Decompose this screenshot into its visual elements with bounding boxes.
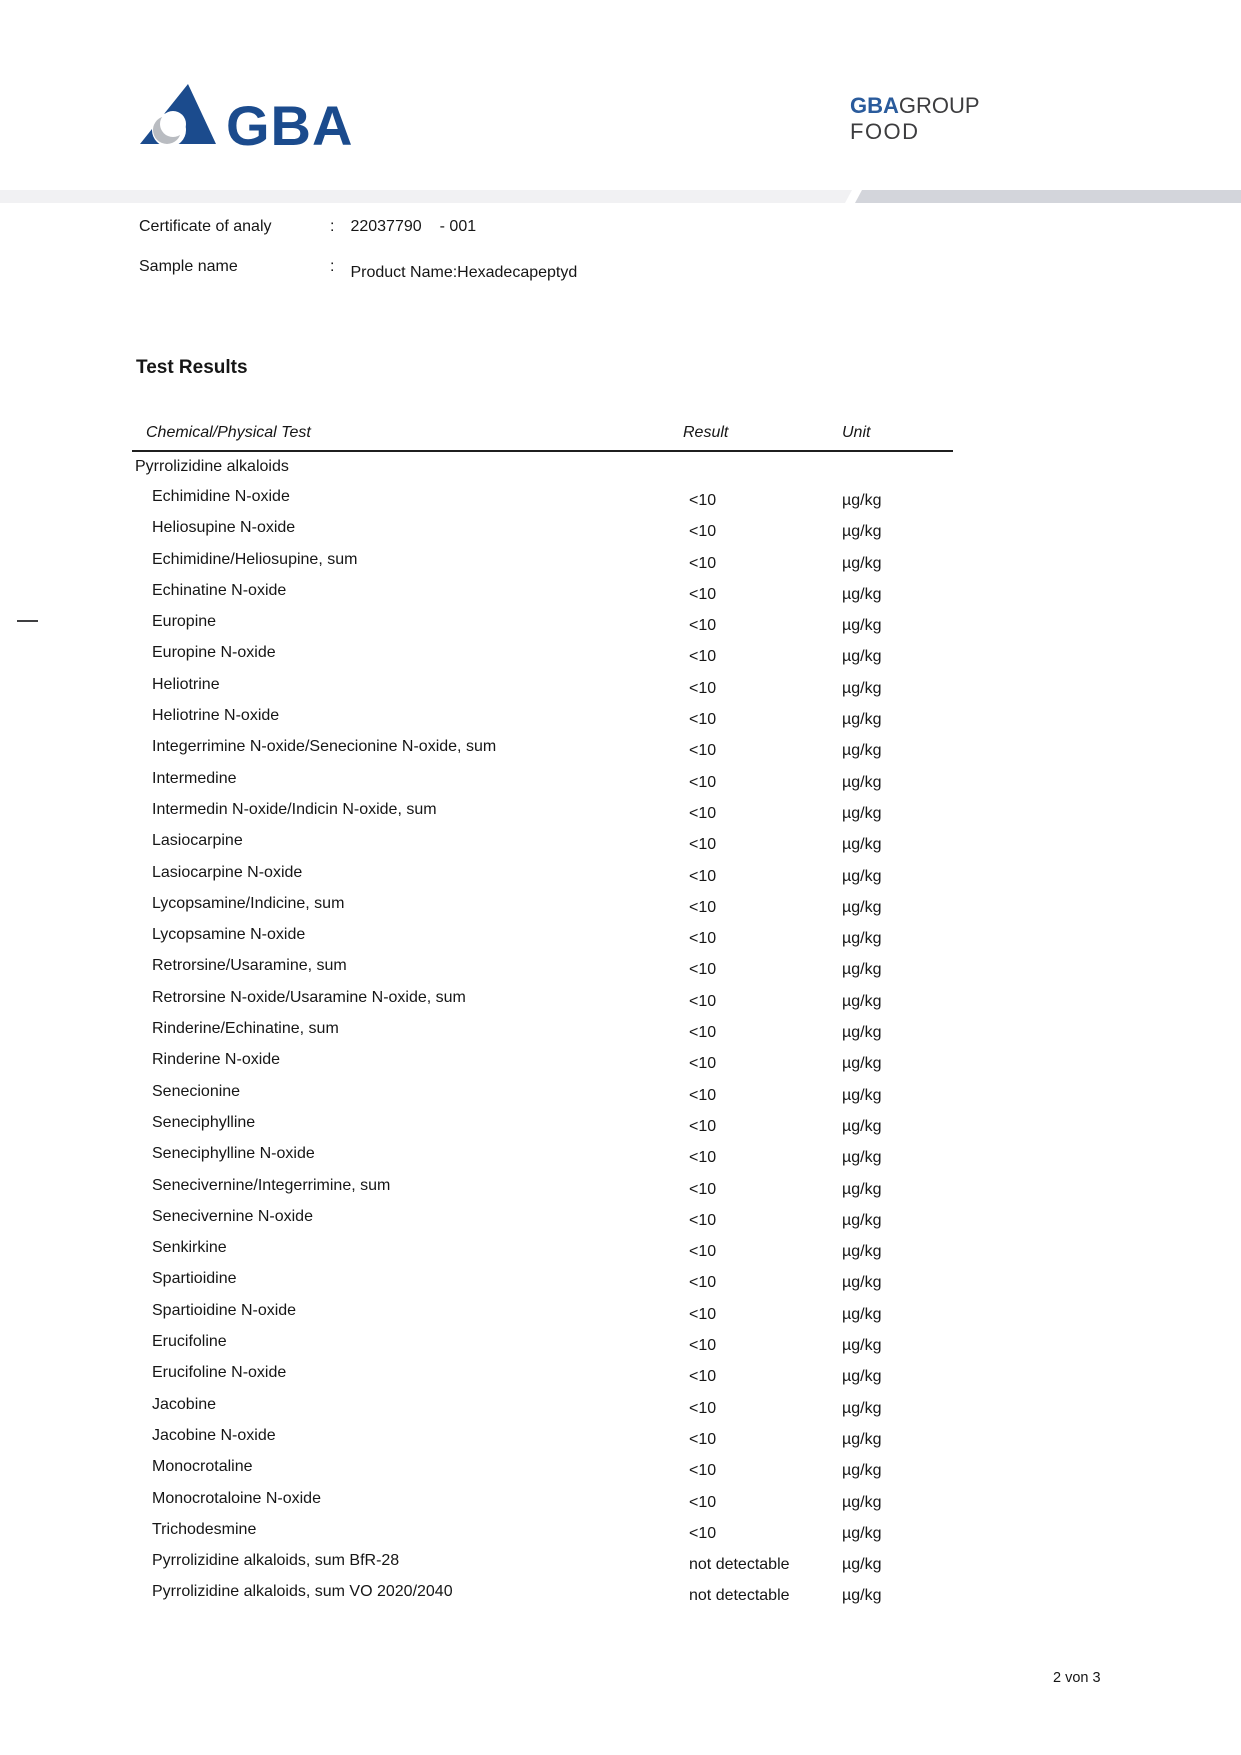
test-name: Echimidine/Heliosupine, sum bbox=[152, 550, 358, 568]
table-header bbox=[132, 424, 953, 452]
test-unit: µg/kg bbox=[842, 523, 882, 541]
test-name: Spartioidine bbox=[152, 1270, 237, 1288]
col-test-header: Chemical/Physical Test bbox=[146, 424, 311, 441]
test-result: <10 bbox=[689, 1055, 717, 1073]
test-result: <10 bbox=[689, 1399, 717, 1417]
test-unit: µg/kg bbox=[842, 1024, 882, 1042]
test-unit: µg/kg bbox=[842, 585, 882, 603]
test-unit: µg/kg bbox=[842, 961, 882, 979]
group-row: Pyrrolizidine alkaloids bbox=[135, 458, 289, 475]
table-row bbox=[132, 1107, 953, 1138]
info-value: 22037790 bbox=[350, 218, 422, 235]
table-row bbox=[132, 481, 953, 512]
test-name: Lasiocarpine bbox=[152, 832, 243, 850]
table-row bbox=[132, 1201, 953, 1232]
test-name: Senecivernine N-oxide bbox=[152, 1207, 313, 1225]
test-unit: µg/kg bbox=[842, 1556, 882, 1574]
table-row bbox=[132, 919, 953, 950]
header-band-dark bbox=[855, 190, 1241, 203]
test-result: <10 bbox=[689, 992, 717, 1010]
test-unit: µg/kg bbox=[842, 711, 882, 729]
test-result: <10 bbox=[689, 1024, 717, 1042]
test-unit: µg/kg bbox=[842, 1243, 882, 1261]
test-name: Rinderine/Echinatine, sum bbox=[152, 1020, 339, 1038]
test-result: <10 bbox=[689, 930, 717, 948]
test-name: Monocrotaline bbox=[152, 1458, 253, 1476]
test-name: Senecionine bbox=[152, 1082, 241, 1100]
test-unit: µg/kg bbox=[842, 1117, 882, 1135]
test-unit: µg/kg bbox=[842, 648, 882, 666]
test-unit: µg/kg bbox=[842, 804, 882, 822]
test-name: Rinderine N-oxide bbox=[152, 1051, 281, 1069]
test-name: Lycopsamine N-oxide bbox=[152, 926, 306, 944]
gba-wordmark: GBA bbox=[226, 94, 354, 157]
test-unit: µg/kg bbox=[842, 1180, 882, 1198]
test-result: <10 bbox=[689, 1337, 717, 1355]
test-result: <10 bbox=[689, 617, 717, 635]
test-unit: µg/kg bbox=[842, 679, 882, 697]
table-row bbox=[132, 1013, 953, 1044]
test-unit: µg/kg bbox=[842, 1493, 882, 1511]
table-row bbox=[132, 1326, 953, 1357]
brand-group-regular: GROUP bbox=[898, 93, 980, 118]
test-name: Pyrrolizidine alkaloids, sum BfR-28 bbox=[152, 1552, 400, 1570]
table-row bbox=[132, 825, 953, 856]
test-name: Europine N-oxide bbox=[152, 644, 276, 662]
table-row bbox=[132, 1483, 953, 1514]
test-result: <10 bbox=[689, 1243, 717, 1261]
table-row bbox=[132, 857, 953, 888]
table-row bbox=[132, 1138, 953, 1169]
test-result: <10 bbox=[689, 492, 717, 509]
gba-triangle-icon bbox=[139, 83, 217, 145]
info-label: Certificate of analy bbox=[139, 218, 272, 235]
header-band-light bbox=[0, 190, 852, 203]
test-unit: µg/kg bbox=[842, 1086, 882, 1104]
table-row bbox=[132, 794, 953, 825]
test-unit: µg/kg bbox=[842, 773, 882, 791]
test-unit: µg/kg bbox=[842, 930, 882, 948]
test-name: Heliosupine N-oxide bbox=[152, 519, 296, 537]
table-row bbox=[132, 763, 953, 794]
table-row bbox=[132, 1514, 953, 1545]
info-row-sample bbox=[139, 258, 578, 281]
test-name: Seneciphylline N-oxide bbox=[152, 1145, 315, 1163]
test-name: Echinatine N-oxide bbox=[152, 581, 287, 599]
info-colon: : bbox=[330, 218, 335, 235]
brand-division: FOOD bbox=[850, 119, 920, 144]
test-result: <10 bbox=[689, 804, 717, 822]
table-row bbox=[132, 1076, 953, 1107]
header-band bbox=[0, 190, 1241, 203]
table-row bbox=[132, 575, 953, 606]
test-name: Pyrrolizidine alkaloids, sum VO 2020/2040 bbox=[152, 1583, 453, 1601]
results-table bbox=[132, 424, 953, 1608]
test-name: Erucifoline N-oxide bbox=[152, 1364, 287, 1382]
test-result: <10 bbox=[689, 961, 717, 979]
table-row bbox=[132, 1357, 953, 1388]
test-result: <10 bbox=[689, 898, 717, 916]
left-margin-dash bbox=[17, 620, 38, 622]
test-unit: µg/kg bbox=[842, 1274, 882, 1292]
test-name: Retrorsine/Usaramine, sum bbox=[152, 957, 347, 975]
table-row bbox=[132, 1545, 953, 1576]
test-unit: µg/kg bbox=[842, 992, 882, 1010]
info-colon: : bbox=[330, 258, 335, 275]
table-row bbox=[132, 669, 953, 700]
test-unit: µg/kg bbox=[842, 617, 882, 635]
test-name: Lycopsamine/Indicine, sum bbox=[152, 894, 345, 912]
test-result: <10 bbox=[689, 1493, 717, 1511]
info-row-certificate bbox=[139, 218, 476, 236]
test-result: <10 bbox=[689, 648, 717, 666]
col-unit-header: Unit bbox=[842, 424, 871, 441]
table-row bbox=[132, 606, 953, 637]
test-result: <10 bbox=[689, 679, 717, 697]
test-name: Jacobine N-oxide bbox=[152, 1426, 276, 1444]
test-result: <10 bbox=[689, 1305, 717, 1323]
info-value-suffix: - 001 bbox=[439, 218, 477, 235]
test-unit: µg/kg bbox=[842, 1524, 882, 1542]
test-name: Senecivernine/Integerrimine, sum bbox=[152, 1176, 391, 1194]
test-unit: µg/kg bbox=[842, 1211, 882, 1229]
test-result: <10 bbox=[689, 1211, 717, 1229]
test-name: Seneciphylline bbox=[152, 1113, 256, 1131]
section-title: Test Results bbox=[136, 357, 248, 378]
table-row bbox=[132, 1263, 953, 1294]
table-row bbox=[132, 544, 953, 575]
brand-group-bold: GBA bbox=[850, 93, 899, 118]
test-unit: µg/kg bbox=[842, 742, 882, 760]
table-row bbox=[132, 1044, 953, 1075]
test-name: Heliotrine bbox=[152, 675, 220, 693]
test-result: <10 bbox=[689, 1430, 717, 1448]
test-name: Heliotrine N-oxide bbox=[152, 707, 280, 725]
test-unit: µg/kg bbox=[842, 836, 882, 854]
test-name: Lasiocarpine N-oxide bbox=[152, 863, 303, 881]
table-row bbox=[132, 1576, 953, 1607]
test-unit: µg/kg bbox=[842, 1587, 882, 1605]
table-row bbox=[132, 1295, 953, 1326]
test-result: <10 bbox=[689, 1149, 717, 1167]
table-row bbox=[132, 950, 953, 981]
test-result: <10 bbox=[689, 523, 717, 541]
test-name: Jacobine bbox=[152, 1395, 217, 1413]
table-body bbox=[132, 452, 953, 1608]
test-name: Echimidine N-oxide bbox=[152, 488, 290, 505]
test-result: <10 bbox=[689, 1368, 717, 1386]
info-value: Product Name:Hexadecapeptyd bbox=[350, 264, 578, 281]
test-result: <10 bbox=[689, 1524, 717, 1542]
test-name: Intermedin N-oxide/Indicin N-oxide, sum bbox=[152, 800, 437, 818]
test-unit: µg/kg bbox=[842, 1337, 882, 1355]
info-label: Sample name bbox=[139, 258, 238, 275]
table-row bbox=[132, 1232, 953, 1263]
test-unit: µg/kg bbox=[842, 1055, 882, 1073]
test-unit: µg/kg bbox=[842, 492, 882, 509]
test-result: <10 bbox=[689, 1274, 717, 1292]
test-name: Europine bbox=[152, 613, 217, 631]
test-result: <10 bbox=[689, 867, 717, 885]
test-unit: µg/kg bbox=[842, 867, 882, 885]
test-unit: µg/kg bbox=[842, 1149, 882, 1167]
test-unit: µg/kg bbox=[842, 554, 882, 572]
test-name: Erucifoline bbox=[152, 1333, 227, 1351]
test-result: <10 bbox=[689, 585, 717, 603]
test-name: Senkirkine bbox=[152, 1239, 227, 1257]
test-name: Spartioidine N-oxide bbox=[152, 1301, 297, 1319]
table-row bbox=[132, 1389, 953, 1420]
table-row bbox=[132, 700, 953, 731]
test-result: <10 bbox=[689, 1117, 717, 1135]
table-row bbox=[132, 1451, 953, 1482]
test-name: Monocrotaloine N-oxide bbox=[152, 1489, 321, 1507]
table-row bbox=[132, 1170, 953, 1201]
page-number: 2 von 3 bbox=[1053, 1670, 1101, 1686]
test-unit: µg/kg bbox=[842, 1305, 882, 1323]
table-row bbox=[132, 637, 953, 668]
test-result: <10 bbox=[689, 1180, 717, 1198]
test-unit: µg/kg bbox=[842, 898, 882, 916]
test-unit: µg/kg bbox=[842, 1368, 882, 1386]
col-result-header: Result bbox=[683, 424, 729, 441]
test-result: not detectable bbox=[689, 1556, 790, 1574]
brand-group-line bbox=[850, 94, 980, 118]
test-result: <10 bbox=[689, 1462, 717, 1480]
table-row bbox=[132, 982, 953, 1013]
table-row bbox=[132, 731, 953, 762]
test-result: not detectable bbox=[689, 1587, 790, 1605]
gba-logo bbox=[139, 83, 354, 157]
test-result: <10 bbox=[689, 554, 717, 572]
test-result: <10 bbox=[689, 773, 717, 791]
test-name: Integerrimine N-oxide/Senecionine N-oxide, sum bbox=[152, 738, 497, 756]
test-unit: µg/kg bbox=[842, 1399, 882, 1417]
table-row bbox=[132, 888, 953, 919]
test-unit: µg/kg bbox=[842, 1462, 882, 1480]
table-row bbox=[132, 512, 953, 543]
test-name: Retrorsine N-oxide/Usaramine N-oxide, sum bbox=[152, 988, 466, 1006]
brand-block bbox=[850, 94, 980, 144]
test-result: <10 bbox=[689, 711, 717, 729]
test-name: Trichodesmine bbox=[152, 1520, 257, 1538]
table-row bbox=[132, 1420, 953, 1451]
test-result: <10 bbox=[689, 1086, 717, 1104]
test-unit: µg/kg bbox=[842, 1430, 882, 1448]
test-result: <10 bbox=[689, 836, 717, 854]
test-name: Intermedine bbox=[152, 769, 237, 787]
test-result: <10 bbox=[689, 742, 717, 760]
